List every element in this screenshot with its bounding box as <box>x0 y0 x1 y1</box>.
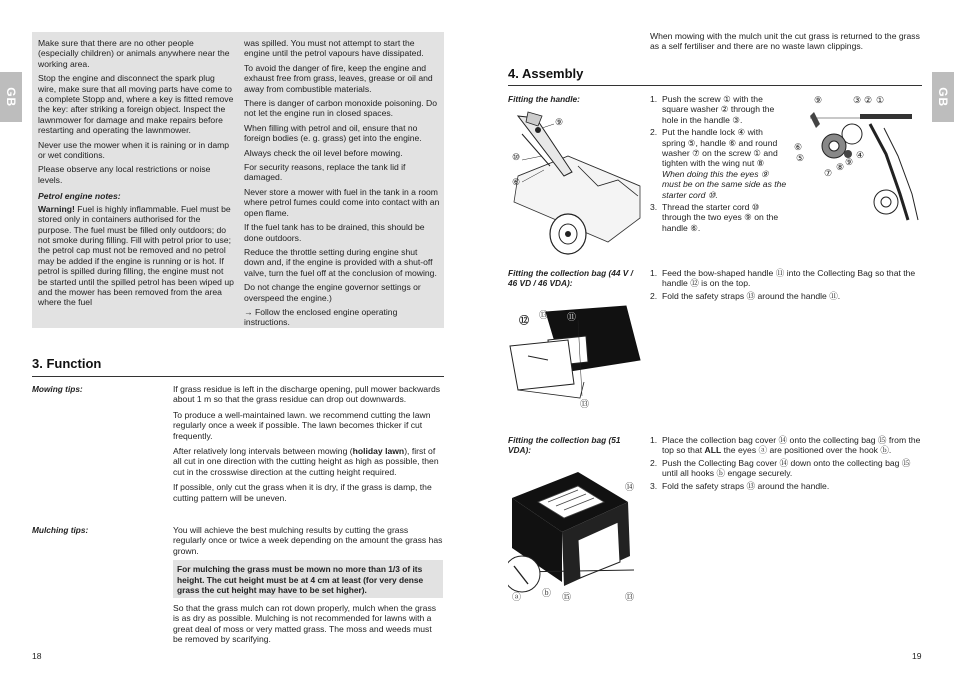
mowing-paragraph: After relatively long intervals between mowing (holiday lawn), first of all cut in one direction with the cutting height as high as possible, then cut in the crosswise direction at the cutting height required. <box>173 446 439 477</box>
page-number-left: 18 <box>32 651 42 661</box>
callout: ① <box>876 95 885 105</box>
list-item: 1. Feed the bow-shaped handle ⑪ into the Collecting Bag so that the handle ⑫ is on the top. <box>650 268 916 289</box>
callout: ④ <box>856 150 865 160</box>
callout: ⑬ <box>625 592 635 602</box>
language-tab-right: GB <box>932 72 954 122</box>
safety-paragraph: was spilled. You must not attempt to start the engine until the petrol vapours have dissipated. <box>244 38 424 59</box>
list-item: 1. Push the screw ① with the square washer ② through the hole in the handle ③. <box>650 94 775 125</box>
follow-instructions: → Follow the enclosed engine operating instructions. <box>244 306 398 328</box>
safety-paragraph: Please observe any local restrictions or noise levels. <box>38 164 211 185</box>
callout: ⑤ <box>796 153 805 163</box>
safety-column-2 <box>244 38 440 332</box>
callout: ⑩ <box>512 152 521 162</box>
page-number-right: 19 <box>912 651 922 661</box>
callout: ③ <box>853 95 862 105</box>
petrol-heading: Petrol engine notes: <box>38 191 121 202</box>
safety-paragraph: For security reasons, replace the tank lid if damaged. <box>244 162 406 183</box>
callout: ② <box>864 95 873 105</box>
safety-paragraph: Make sure that there are no other people (especially children) or animals anywhere near the working area. <box>38 38 230 69</box>
mowing-paragraph: If possible, only cut the grass when it is dry, if the grass is damp, the cutting pattern will be uneven. <box>173 482 432 503</box>
callout: ⑬ <box>539 310 549 320</box>
list-item: 3. Thread the starter cord ⑩ through the two eyes ⑨ on the handle ⑥. <box>650 202 779 233</box>
collection-bag-frame-illustration <box>508 300 648 408</box>
list-item: 2. Push the Collecting Bag cover ⑭ down onto the collecting bag ⑮ until all hooks ⓑ engage securely. <box>650 457 911 479</box>
safety-paragraph: When filling with petrol and oil, ensure that no foreign bodies (e. g. grass) get into the engine. <box>244 122 422 144</box>
mowing-tips-label: Mowing tips: <box>32 384 83 394</box>
function-rule <box>32 376 444 377</box>
warning-label: Warning! <box>38 203 75 214</box>
mulching-paragraph: You will achieve the best mulching results by cutting the grass regularly once or twice a week depending on the amount the grass has grown. <box>173 525 443 556</box>
safety-paragraph: Stop the engine and disconnect the spark plug wire, make sure that all moving parts have come to a complete Stopp and, where a key is fitted remove the key: after striking a foreign object. Inspect the lawnmower for damage and make repairs before restarting and operating the lawnmower. <box>38 73 234 136</box>
callout: ⑭ <box>625 482 635 492</box>
callout: ⑨ <box>814 95 823 105</box>
callout: ⑨ <box>845 157 854 167</box>
mulch-intro-text: When mowing with the mulch unit the cut grass is returned to the grass as a self fertiliser and there are no waste lawn clippings. <box>650 31 920 52</box>
safety-paragraph: If the fuel tank has to be drained, this should be done outdoors. <box>244 222 425 243</box>
safety-column-1 <box>38 38 235 312</box>
safety-paragraph: Always check the oil level before mowing. <box>244 147 403 158</box>
list-item: 3. Fold the safety straps ⑬ around the handle. <box>650 480 830 491</box>
safety-paragraph: Do not change the engine governor settings or overspeed the engine.) <box>244 282 421 303</box>
callout: ⑦ <box>824 168 833 178</box>
function-title: 3. Function <box>32 356 102 371</box>
list-item: 2. Fold the safety straps ⑬ around the handle ⑪. <box>650 290 841 301</box>
bag-steps-list <box>650 268 922 303</box>
safety-paragraph: Never store a mower with fuel in the tank in a room where petrol fumes could come into contact with an open flame. <box>244 186 440 218</box>
bag-51-steps-list <box>650 435 922 493</box>
warning-text: Fuel is highly inflammable. Fuel must be stored only in containers authorised for the purpose. The fuel must be filled only outdoors; do not smoke during filling. Fill with petrol prior to use; the petrol cap must not be removed and no petrol may be added if the engine is running or is hot. If petrol is spilled during filling, the engine must not be started until the spilled petrol has been wiped up and the mower has been removed from the area where the fuel <box>38 203 234 308</box>
callout: ⑫ <box>519 316 529 327</box>
fitting-bag-51-label: Fitting the collection bag (51 VDA): <box>508 435 621 455</box>
fitting-handle-label: Fitting the handle: <box>508 94 580 104</box>
safety-paragraph: Reduce the throttle setting during engine shut down and, if the engine is provided with a shut-off valve, turn the fuel off at the conclusion of mowing. <box>244 246 437 278</box>
mulching-note-box: For mulching the grass must be mown no more than 1/3 of its height. The cut height must be at 4 cm at least (for very dense grass the cut height may have to be set higher). <box>173 560 443 598</box>
callout: ⑧ <box>836 162 845 172</box>
language-tab-left: GB <box>0 72 22 122</box>
mulching-tips-label: Mulching tips: <box>32 525 89 535</box>
safety-paragraph: To avoid the danger of fire, keep the engine and exhaust free from grass, leaves, grease or oil and away from combustible materials. <box>244 62 433 94</box>
list-item: 2. Put the handle lock ④ with spring ⑤, handle ⑥ and round washer ⑦ on the screw ① and tighten with the wing nut ⑧ When doing this the eyes ⑨ must be on the same side as the starter cord ⑩. <box>650 127 787 200</box>
handle-steps-list <box>650 94 788 235</box>
callout: ⑮ <box>562 592 572 602</box>
warning-paragraph <box>38 204 235 308</box>
assembly-rule <box>508 85 922 86</box>
safety-paragraph: Never use the mower when it is raining or in damp or wet conditions. <box>38 139 230 161</box>
mulching-paragraph: So that the grass mulch can rot down properly, mulch when the grass is as dry as possible. Mulching is not recommended for lawns with a great deal of moss or very matted grass. The moss and weeds must be removed by scarifying. <box>173 603 437 645</box>
callout: ⓐ <box>512 592 522 602</box>
handle-mounting-illustration <box>508 106 644 256</box>
mowing-paragraph: To produce a well-maintained lawn. we recommend cutting the lawn regularly once a week if possible. The lawn becomes thicker if cut frequently. <box>173 409 431 441</box>
safety-paragraph: There is danger of carbon monoxide poisoning. Do not let the engine run in closed spaces. <box>244 98 437 119</box>
callout: ⑥ <box>794 142 803 152</box>
mowing-tips-text <box>173 384 443 508</box>
mowing-paragraph: If grass residue is left in the discharge opening, pull mower backwards about 1 m so that the grass residue can drop out downwards. <box>173 384 441 405</box>
list-item: 1. Place the collection bag cover ⑭ onto the collecting bag ⑮ from the top so that ALL the eyes ⓐ are positioned over the hook ⓑ. <box>650 435 921 456</box>
assembly-title: 4. Assembly <box>508 66 584 81</box>
callout: ⑥ <box>512 177 521 187</box>
callout: ⓑ <box>542 588 552 598</box>
collection-bag-51-illustration <box>508 462 644 606</box>
callout: ⑪ <box>567 312 577 322</box>
callout: ⑬ <box>580 399 590 409</box>
fitting-bag-label: Fitting the collection bag (44 V / 46 VD / 46 VDA): <box>508 268 633 288</box>
callout: ⑨ <box>555 117 564 127</box>
